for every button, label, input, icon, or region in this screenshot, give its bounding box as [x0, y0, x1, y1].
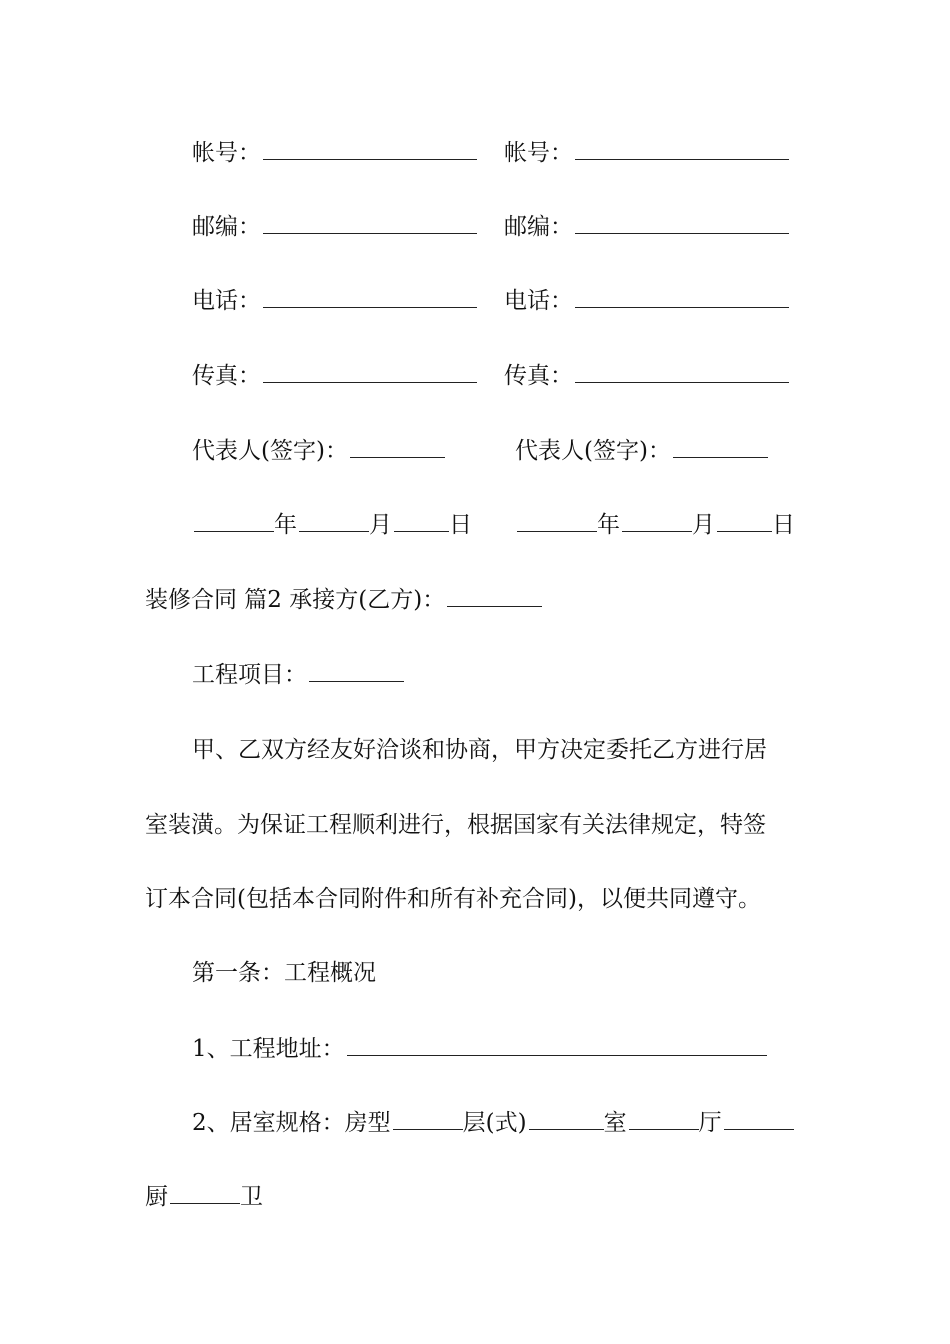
spec-bath: 卫	[240, 1184, 263, 1210]
address-field	[192, 1034, 767, 1064]
postcode-label-left: 邮编：	[192, 214, 261, 240]
spec-room-blank	[529, 1128, 604, 1130]
representative-right	[515, 436, 768, 466]
postcode-label-right: 邮编：	[504, 214, 573, 240]
postcode-right	[504, 212, 789, 242]
date-month-right: 月	[692, 512, 715, 538]
date-right	[515, 510, 795, 540]
spec-prefix: 2、居室规格：房型	[192, 1110, 391, 1136]
intro-line-1-text: 甲、乙双方经友好洽谈和协商，甲方决定委托乙方进行居	[192, 737, 767, 763]
address-blank	[347, 1054, 767, 1056]
account-blank-right	[575, 158, 789, 160]
spec-bath-blank	[170, 1202, 240, 1204]
project-label: 工程项目：	[192, 662, 307, 688]
spec-line-1	[192, 1108, 794, 1138]
contract-header-label: 装修合同 篇2 承接方(乙方)：	[145, 587, 446, 613]
representative-label-right: 代表人(签字)：	[515, 438, 671, 464]
phone-blank-right	[575, 306, 789, 308]
contractor-blank	[447, 605, 542, 607]
spec-kitchen: 厨	[145, 1184, 168, 1210]
article-1-title	[192, 958, 376, 988]
representative-blank-left	[350, 456, 445, 458]
representative-label-left: 代表人(签字)：	[192, 438, 348, 464]
date-year-blank-right	[517, 530, 597, 532]
project-field	[192, 660, 404, 690]
contract-header-text	[145, 585, 542, 615]
date-day-right: 日	[772, 512, 795, 538]
date-day-blank-left	[394, 530, 449, 532]
spec-hall: 厅	[698, 1110, 722, 1136]
date-year-left: 年	[274, 512, 297, 538]
representative-left	[192, 436, 445, 466]
fax-left	[192, 361, 477, 391]
fax-blank-right	[575, 381, 789, 383]
address-label: 1、工程地址：	[192, 1036, 345, 1062]
account-right	[504, 138, 789, 168]
date-year-right: 年	[597, 512, 620, 538]
fax-blank-left	[263, 381, 477, 383]
phone-label-right: 电话：	[504, 288, 573, 314]
fax-right	[504, 361, 789, 391]
project-blank	[309, 680, 404, 682]
article-1-title-text: 第一条：工程概况	[192, 960, 376, 986]
intro-line-3-text: 订本合同(包括本合同附件和所有补充合同)，以便共同遵守。	[145, 886, 761, 912]
phone-right	[504, 286, 789, 316]
phone-label-left: 电话：	[192, 288, 261, 314]
spec-kitchen-blank	[724, 1128, 794, 1130]
date-month-blank-left	[299, 530, 369, 532]
account-label-right: 帐号：	[504, 140, 573, 166]
representative-blank-right	[673, 456, 768, 458]
fax-label-left: 传真：	[192, 363, 261, 389]
intro-line-2	[145, 810, 766, 840]
account-blank-left	[263, 158, 477, 160]
fax-label-right: 传真：	[504, 363, 573, 389]
phone-left	[192, 286, 477, 316]
intro-line-2-text: 室装潢。为保证工程顺利进行，根据国家有关法律规定，特签	[145, 812, 766, 838]
date-day-left: 日	[449, 512, 472, 538]
date-month-left: 月	[369, 512, 392, 538]
intro-line-3	[145, 884, 761, 914]
date-year-blank-left	[194, 530, 274, 532]
date-left	[192, 510, 472, 540]
postcode-blank-right	[575, 232, 789, 234]
postcode-left	[192, 212, 477, 242]
postcode-blank-left	[263, 232, 477, 234]
phone-blank-left	[263, 306, 477, 308]
spec-room: 室	[603, 1110, 627, 1136]
spec-floor: 层(式)	[462, 1110, 527, 1136]
spec-hall-blank	[629, 1128, 699, 1130]
account-label-left: 帐号：	[192, 140, 261, 166]
date-day-blank-right	[717, 530, 772, 532]
account-left	[192, 138, 477, 168]
spec-floor-blank	[393, 1128, 463, 1130]
spec-line-2	[145, 1182, 263, 1212]
intro-line-1	[192, 735, 767, 765]
date-month-blank-right	[622, 530, 692, 532]
